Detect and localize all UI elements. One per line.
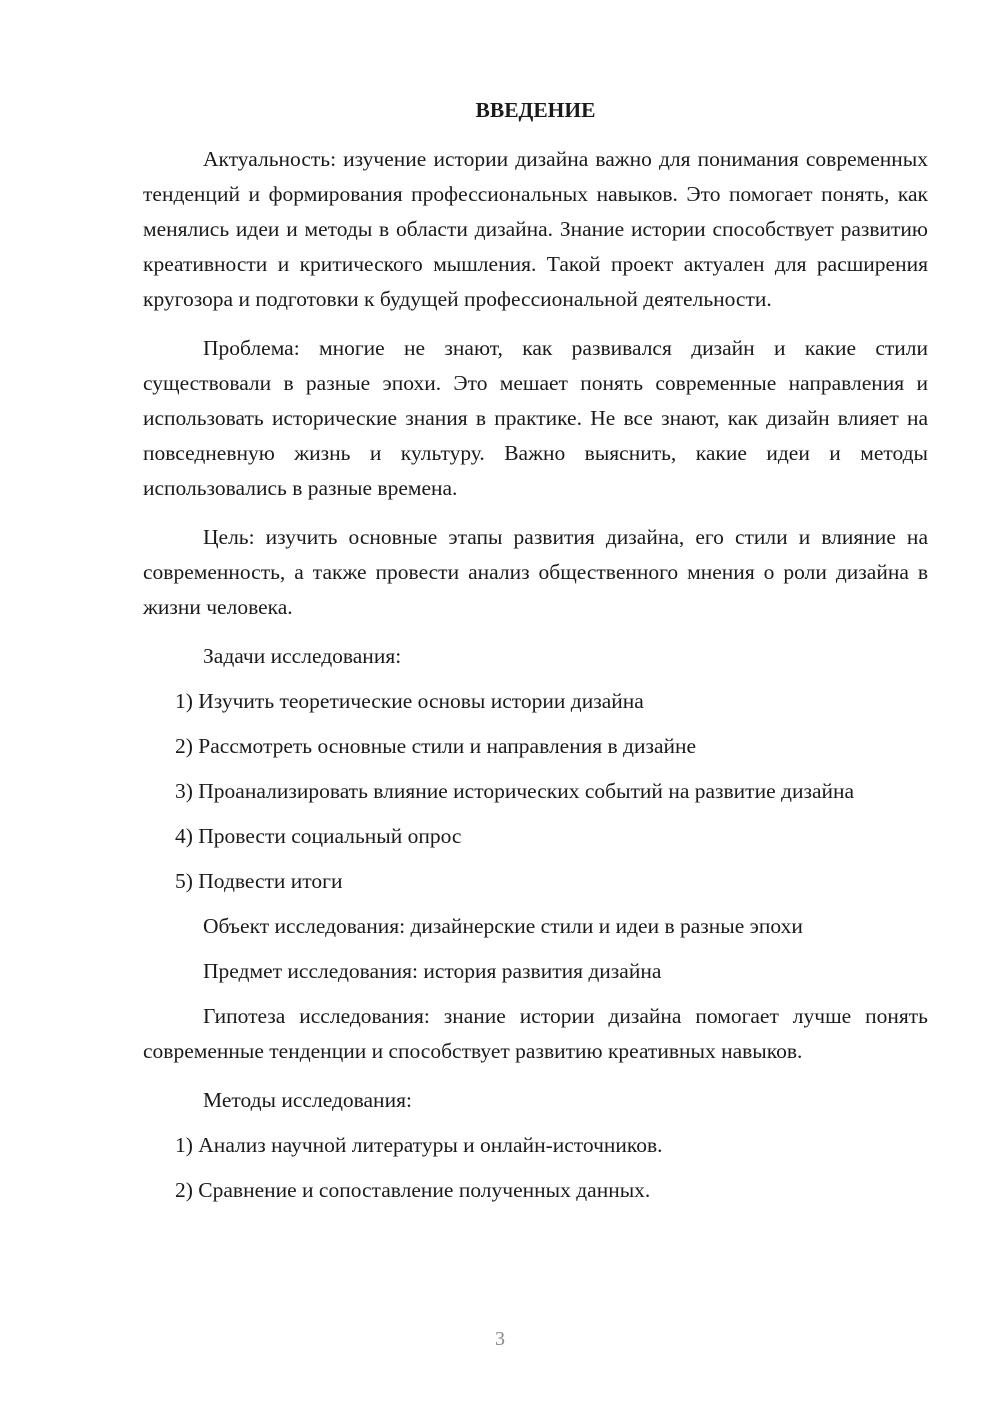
task-item-5: 5) Подвести итоги [175, 869, 343, 893]
task-item-4: 4) Провести социальный опрос [175, 824, 462, 848]
page-number: 3 [495, 1328, 505, 1350]
task-item-1: 1) Изучить теоретические основы истории дизайна [175, 689, 644, 713]
methods-heading: Методы исследования: [203, 1088, 412, 1112]
document-body [143, 95, 928, 1218]
object-line: Объект исследования: дизайнерские стили и идеи в разные эпохи [203, 914, 803, 938]
tasks-heading: Задачи исследования: [203, 644, 402, 668]
method-item-1: 1) Анализ научной литературы и онлайн-источников. [175, 1133, 663, 1157]
problem-paragraph: Проблема: многие не знают, как развивался дизайн и какие стили существовали в разные эпохи. Это мешает понять современные направления и использовать исторические знания в практике. Не все знают, как дизайн влияет на повседневную жизнь и культуру. Важно выяснить, какие идеи и методы использовались в разные времена. [143, 336, 928, 500]
hypothesis-paragraph: Гипотеза исследования: знание истории дизайна помогает лучше понять современные тенденции и способствует развитию креативных навыков. [143, 1004, 928, 1063]
section-title: ВВЕДЕНИЕ [475, 98, 596, 122]
goal-paragraph: Цель: изучить основные этапы развития дизайна, его стили и влияние на современность, а также провести анализ общественного мнения о роли дизайна в жизни человека. [143, 525, 928, 619]
task-item-3: 3) Проанализировать влияние исторических событий на развитие дизайна [175, 779, 855, 803]
task-item-2: 2) Рассмотреть основные стили и направления в дизайне [175, 734, 697, 758]
method-item-2: 2) Сравнение и сопоставление полученных данных. [175, 1178, 651, 1202]
relevance-paragraph: Актуальность: изучение истории дизайна важно для понимания современных тенденций и формирования профессиональных навыков. Это помогает понять, как менялись идеи и методы в области дизайна. Знание истории способствует развитию креативности и критического мышления. Такой проект актуален для расширения кругозора и подготовки к будущей профессиональной деятельности. [143, 147, 928, 311]
subject-line: Предмет исследования: история развития дизайна [203, 959, 662, 983]
